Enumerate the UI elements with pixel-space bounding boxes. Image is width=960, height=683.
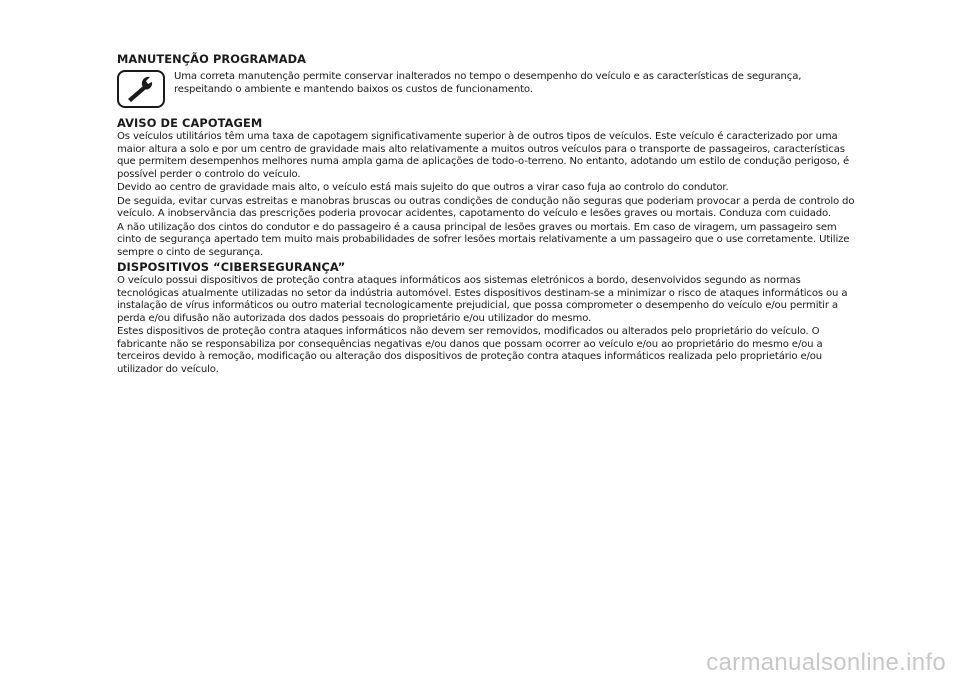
rollover-paragraph-4: A não utilização dos cintos do condutor e do passageiro é a causa principal de lesões graves ou mortais. Em caso de viragem, um passageiro sem cinto de segurança apertado tem muito mais probabilidades de sofrer lesões mortais relativamente a um passageiro que o use corretamente. Utilize sempre o cinto de segurança. — [117, 221, 850, 258]
cyber-section — [117, 260, 859, 376]
maintenance-heading: MANUTENÇÃO PROGRAMADA — [117, 52, 307, 66]
cyber-paragraph-2: Estes dispositivos de proteção contra ataques informáticos não devem ser removidos, modificados ou alterados pelo proprietário do veículo. O fabricante não se responsabiliza por consequências negativas e/ou danos que possam ocorrer ao veículo e/ou ao proprietário do mesmo e/ou a terceiros devido à remoção, modificação ou alteração dos dispositivos de proteção contra ataques informáticos realizada pelo proprietário e/ou utilizador do veículo. — [117, 326, 823, 375]
rollover-paragraph-1: Os veículos utilitários têm uma taxa de capotagem significativamente superior à de outros tipos de veículos. Este veículo é caracterizado por uma maior altura a solo e por um centro de gravidade mais alto relativamente a muitos outros veículos para o transporte de passageiros, características que permitem desempenhos melhores numa ampla gama de aplicações de todo-o-terreno. No entanto, adotando um estilo de condução perigoso, é possível perder o controlo do veículo. — [117, 131, 850, 180]
cyber-paragraph-1: O veículo possui dispositivos de proteção contra ataques informáticos aos sistemas eletrónicos a bordo, desenvolvidos segundo as normas tecnológicas atualmente utilizadas no setor da indústria automóvel. Estes dispositivos destinam-se a minimizar o risco de ataques informáticos ou a instalação de vírus informáticos ou outro material tecnologicamente prejudicial, que possa comprometer o desempenho do veículo e/ou permitir a perda e/ou difusão não autorizada dos dados pessoais do proprietário e/ou utilizador do mesmo. — [117, 275, 848, 324]
maintenance-text: Uma correta manutenção permite conservar inalterados no tempo o desempenho do veículo e as características de segurança, respeitando o ambiente e mantendo baixos os custos de funcionamento. — [174, 71, 802, 95]
rollover-heading: AVISO DE CAPOTAGEM — [117, 116, 263, 130]
rollover-paragraph-3: De seguida, evitar curvas estreitas e manobras bruscas ou outras condições de condução não seguras que poderiam provocar a perda de controlo do veículo. A inobservância das prescrições poderia provocar acidentes, capotamento do veículo e lesões graves ou mortais. Conduza com cuidado. — [117, 195, 855, 219]
wrench-icon — [117, 70, 165, 108]
cyber-heading: DISPOSITIVOS “CIBERSEGURANÇA” — [117, 260, 346, 274]
rollover-paragraph-2: Devido ao centro de gravidade mais alto, o veículo está mais sujeito do que outros a virar caso fuja ao controlo do condutor. — [117, 182, 729, 193]
maintenance-block — [117, 69, 859, 108]
rollover-section — [117, 116, 859, 259]
manual-page — [117, 52, 859, 376]
watermark: carmanualsonline.info — [706, 649, 946, 676]
